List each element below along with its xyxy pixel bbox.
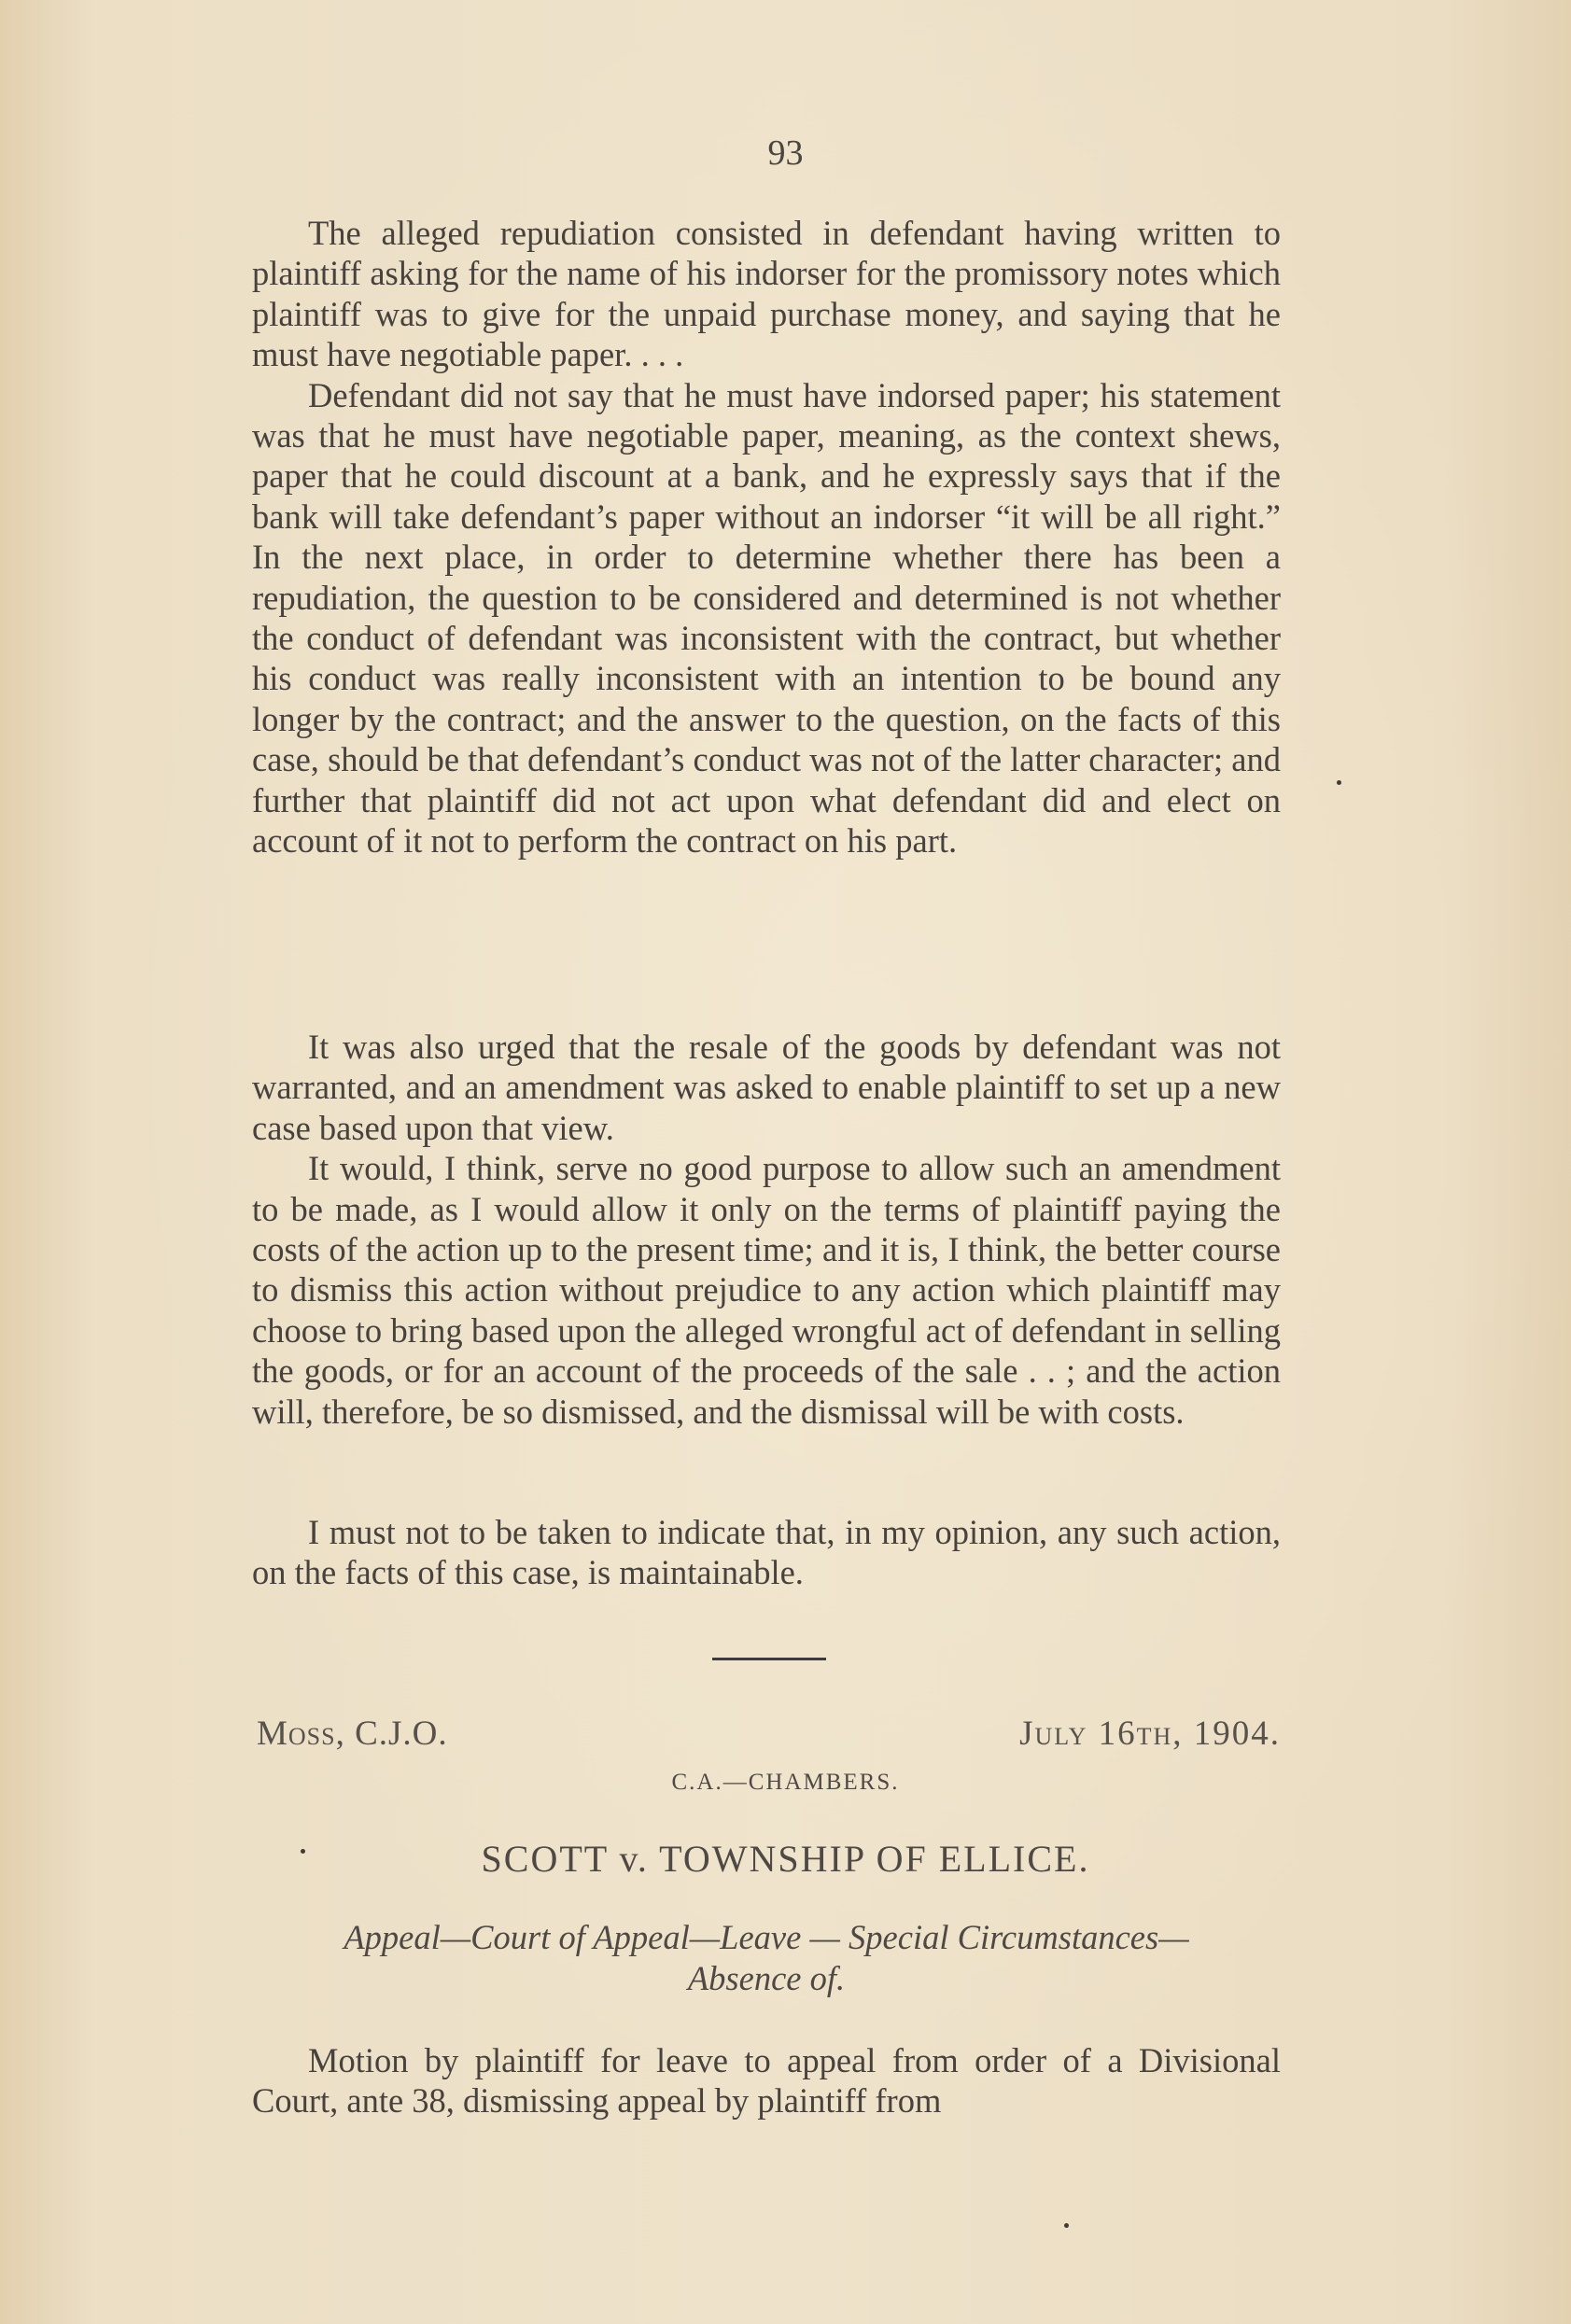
page-number: 93 [767,133,804,173]
ink-speck [1064,2223,1069,2228]
paragraph: It would, I think, serve no good purpose to allow such an amendment to be made, as I would allow it only on the terms of plaintiff paying the costs of the action up to the present time; and it is, I think, the better course to dismiss this action without prejudice to any action which plaintiff may choose to bring based upon the alleged wrongful act of defendant in selling the goods, or for an account of the proceeds of the sale . . ; and the action will, therefore, be so dismissed, and the dismissal will be with costs. [252,1149,1281,1431]
case-date: July 16th, 1904. [1019,1715,1281,1753]
opening-paragraph: Motion by plaintiff for leave to appeal from order of a Divisional Court, ante 38, dismissing appeal by plaintiff from [252,2041,1281,2121]
paragraph: The alleged repudiation consisted in defendant having written to plaintiff asking for the name of his indorser for the promissory notes which plaintiff was to give for the unpaid purchase money, and saying that he must have negotiable paper. . . . [252,214,1281,374]
closing-passage [252,1512,1281,1593]
headnote-line: Appeal—Court of Appeal—Leave — Special Circumstances— [344,1918,1189,1956]
case-opening [252,2040,1281,2121]
ink-speck [301,1849,305,1854]
second-passage [252,1027,1281,1432]
headnote [252,1917,1281,1999]
judge-name: Moss, C.J.O. [257,1715,448,1753]
headnote-line: Absence of. [687,1959,846,1997]
case-title: SCOTT v. TOWNSHIP OF ELLICE. [481,1838,1090,1880]
first-passage [252,213,1281,861]
paragraph: Defendant did not say that he must have indorsed paper; his statement was that he must have negotiable paper, meaning, as the context shews, paper that he could discount at a bank, and he expressly says that if the bank will take defendant’s paper without an indorser “it will be all right.” In the next place, in order to determine whether there has been a repudiation, the question to be considered and determined is not whether the conduct of defendant was inconsistent with the contract, but whether his conduct was really inconsistent with an intention to be bound any longer by the contract; and the answer to the question, on the facts of this case, should be that defendant’s conduct was not of the latter character; and further that plaintiff did not act upon what defendant did and elect on account of it not to perform the contract on his part. [252,375,1281,861]
paragraph: It was also urged that the resale of the goods by defendant was not warranted, and an amendment was asked to enable plaintiff to set up a new case based upon that view. [252,1028,1281,1147]
section-divider [712,1658,826,1660]
court-label: C.A.—CHAMBERS. [671,1770,900,1795]
ink-speck [1337,780,1341,785]
closing-paragraph: I must not to be taken to indicate that, in my opinion, any such action, on the facts of this case, is maintainable. [252,1513,1281,1592]
